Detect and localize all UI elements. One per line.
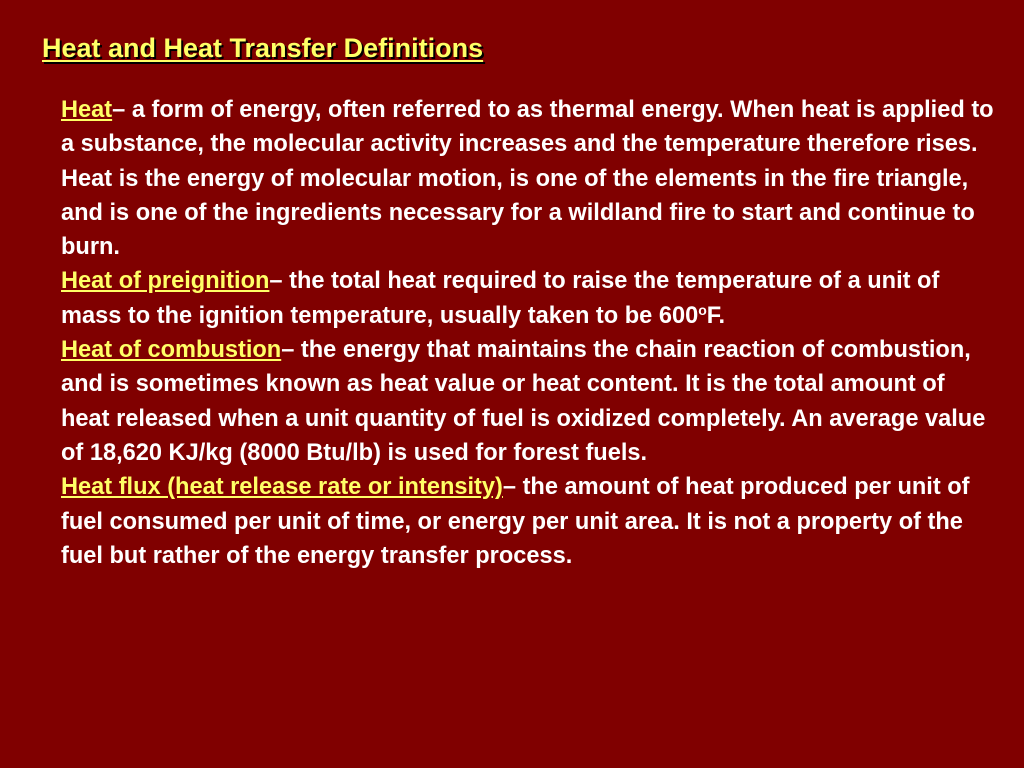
definition-heat-flux bbox=[61, 470, 996, 573]
definition-heat-text: – a form of energy, often referred to as thermal energy. When heat is applied to a substance, the molecular activity increases and the temperature therefore rises. Heat is the energy of molecular motion, is one of the elements in the fire triangle, and is one of the ingredients necessary for a wildland fire to start and continue to burn. bbox=[61, 97, 994, 261]
definition-heat-of-preignition-text-end: F. bbox=[706, 302, 726, 329]
definition-heat-of-preignition-text: – the total heat required to raise the temperature of a unit of mass to the ignition temperature, usually taken to be 600 bbox=[61, 268, 940, 329]
term-heat-flux: Heat flux (heat release rate or intensity) bbox=[61, 474, 503, 501]
definition-heat-of-combustion bbox=[61, 333, 996, 470]
term-heat-of-combustion: Heat of combustion bbox=[61, 337, 282, 364]
definition-heat-of-combustion-text: – the energy that maintains the chain reaction of combustion, and is sometimes known as heat value or heat content. It is the total amount of heat released when a unit quantity of fuel is oxidized completely. An average value of 18,620 KJ/kg (8000 Btu/lb) is used for forest fuels. bbox=[61, 337, 986, 466]
definition-heat bbox=[61, 93, 996, 264]
term-heat-of-preignition: Heat of preignition bbox=[61, 268, 270, 295]
degree-superscript: o bbox=[698, 301, 707, 318]
slide-title: Heat and Heat Transfer Definitions bbox=[42, 33, 484, 63]
definitions-list bbox=[61, 93, 996, 573]
term-heat: Heat bbox=[61, 97, 113, 123]
definition-heat-flux-text: – the amount of heat produced per unit of fuel consumed per unit of time, or energy per unit area. It is not a property of the fuel but rather of the energy transfer process. bbox=[61, 474, 970, 569]
definition-heat-of-preignition bbox=[61, 264, 996, 333]
